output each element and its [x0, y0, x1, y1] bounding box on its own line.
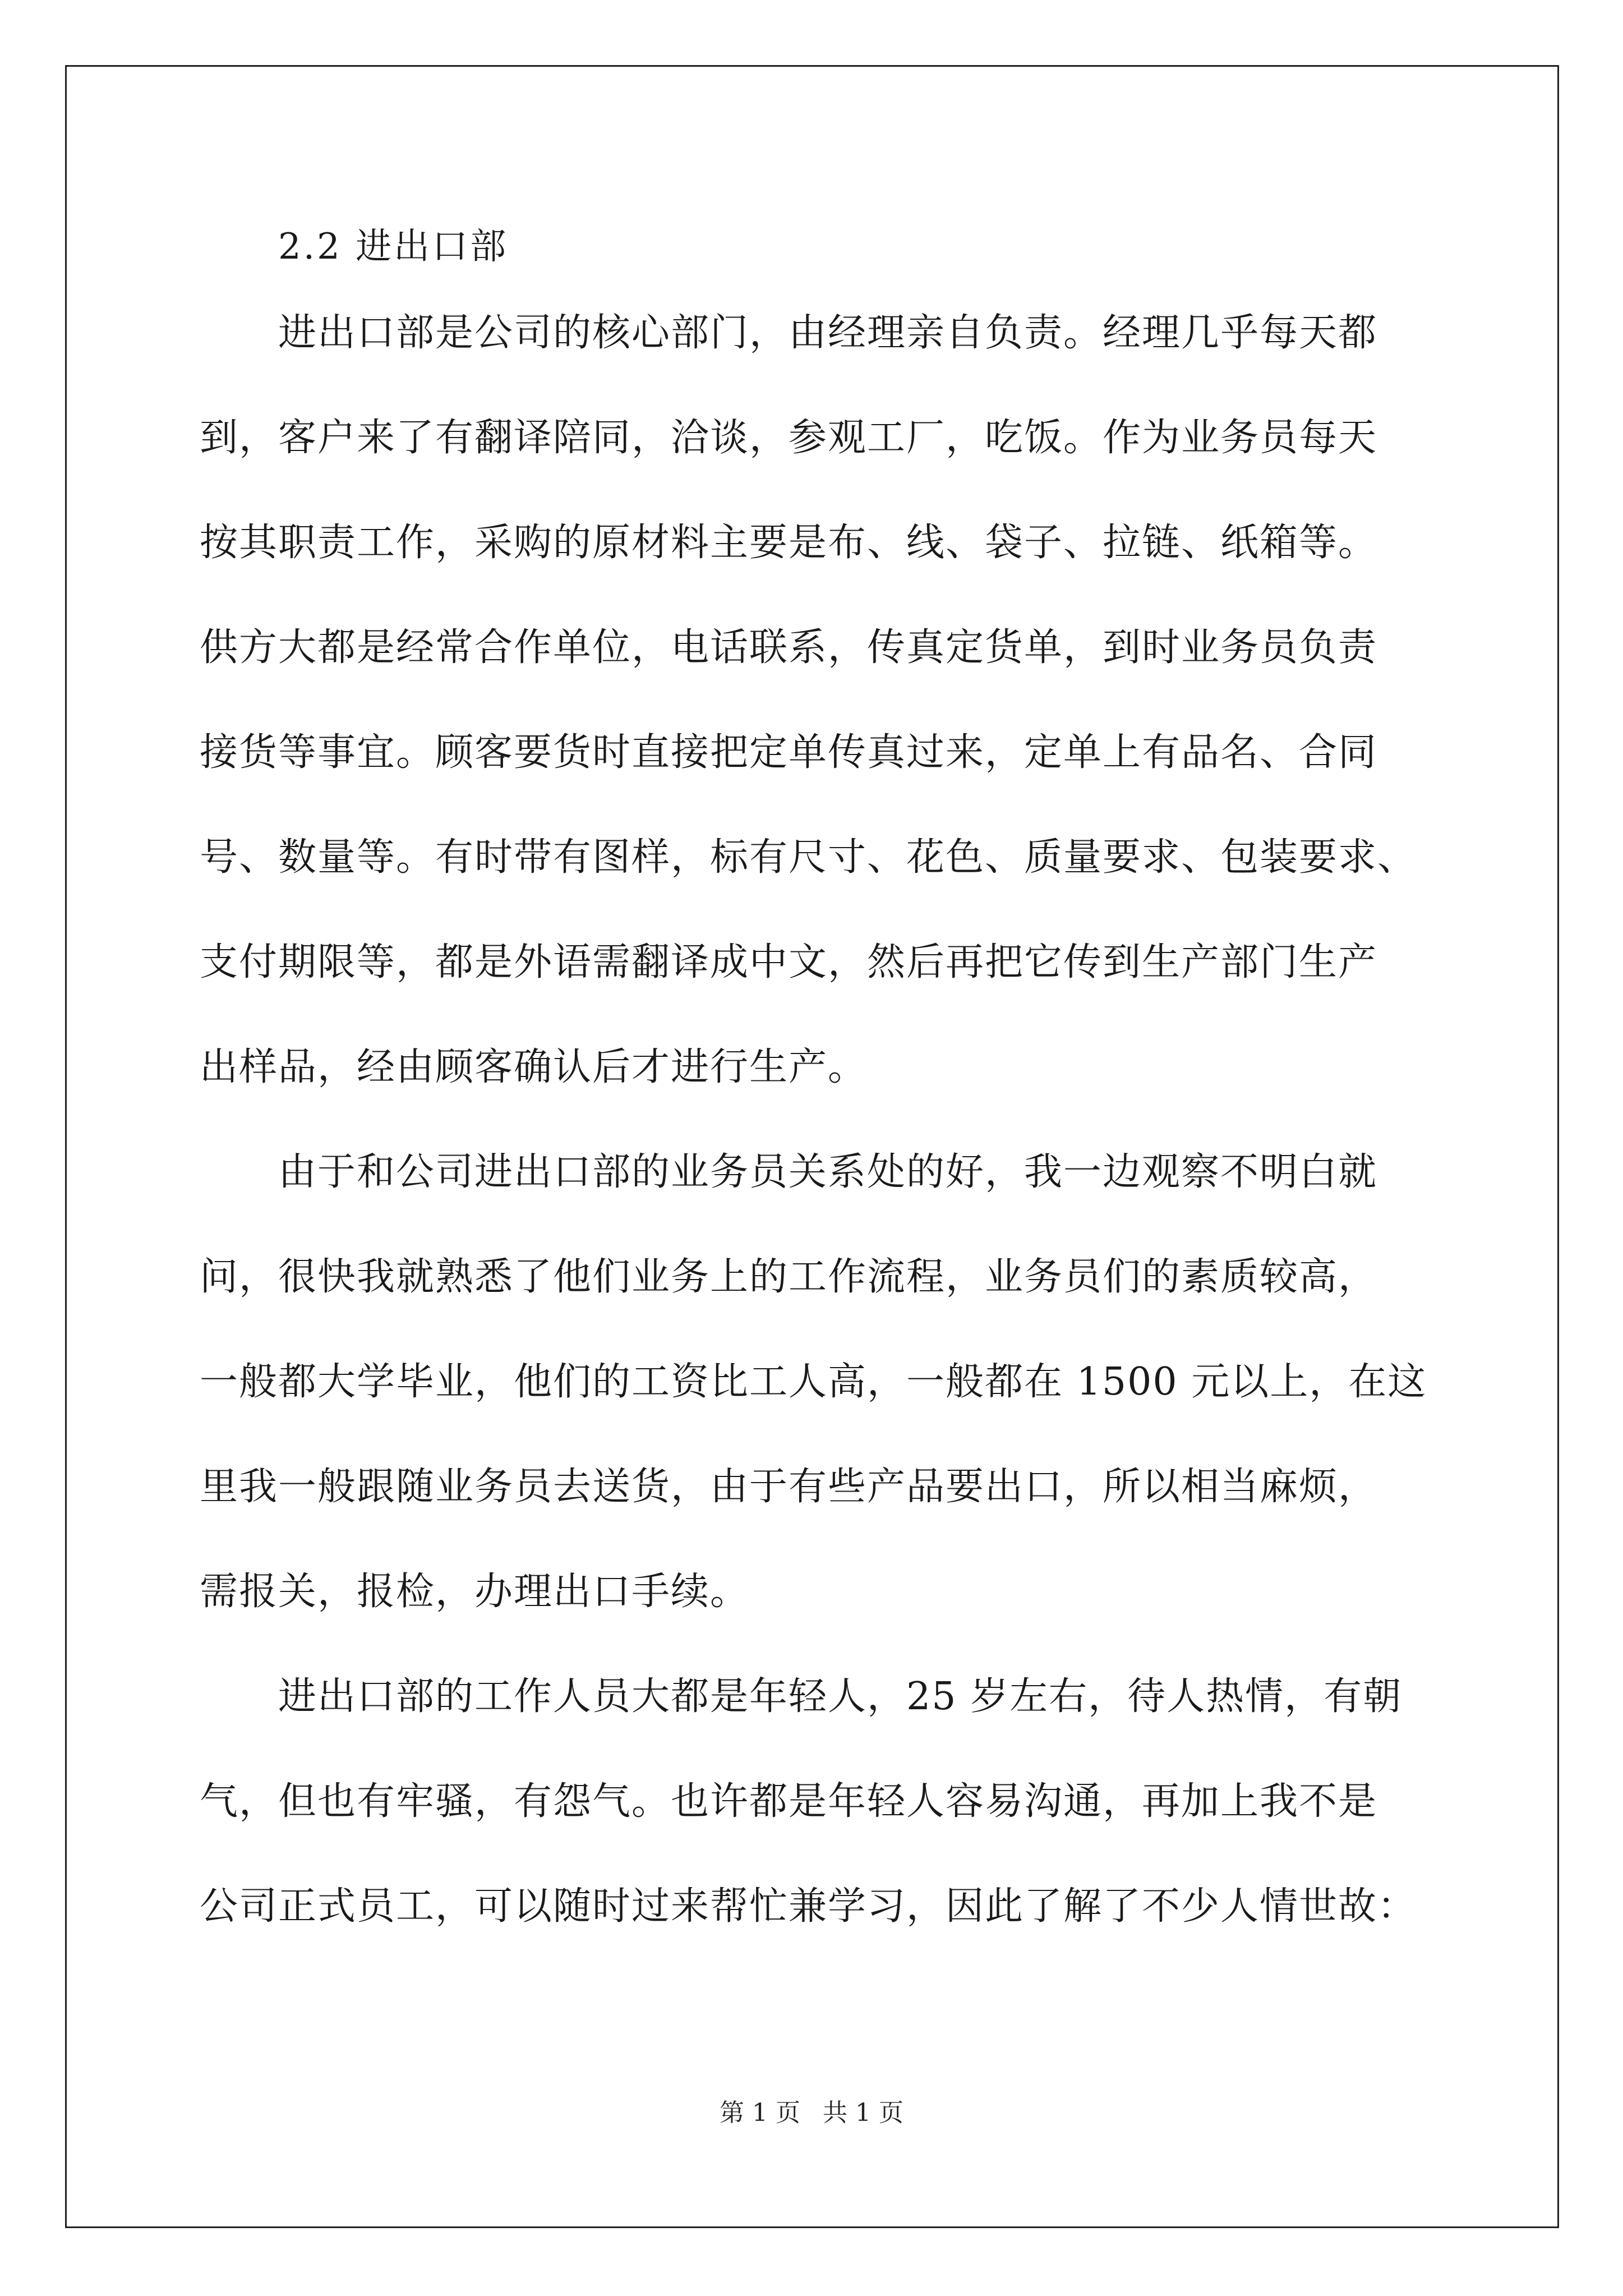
text-line: 号、数量等。有时带有图样，标有尺寸、花色、质量要求、包装要求、 [200, 835, 1417, 880]
paragraph-lines [200, 280, 1450, 1959]
page-footer [0, 2092, 1623, 2128]
text-line: 气，但也有牢骚，有怨气。也许都是年轻人容易沟通，再加上我不是 [200, 1779, 1378, 1824]
text-line: 里我一般跟随业务员去送货，由于有些产品要出口，所以相当麻烦， [200, 1465, 1378, 1509]
text-line: 供方大都是经常合作单位，电话联系，传真定货单，到时业务员负责 [200, 625, 1378, 670]
text-line: 接货等事宜。顾客要货时直接把定单传真过来，定单上有品名、合同 [200, 730, 1378, 775]
page-total: 共 1 页 [823, 2099, 903, 2127]
text-line: 由于和公司进出口部的业务员关系处的好，我一边观察不明白就 [200, 1150, 1378, 1194]
text-line: 支付期限等，都是外语需翻译成中文，然后再把它传到生产部门生产 [200, 940, 1378, 984]
text-line: 需报关，报检，办理出口手续。 [200, 1570, 750, 1614]
text-line: 到，客户来了有翻译陪同，洽谈，参观工厂，吃饭。作为业务员每天 [200, 416, 1378, 460]
text-line: 进出口部是公司的核心部门，由经理亲自负责。经理几乎每天都 [200, 311, 1378, 355]
text-line: 问，很快我就熟悉了他们业务上的工作流程，业务员们的素质较高， [200, 1255, 1378, 1299]
text-line: 一般都大学毕业，他们的工资比工人高，一般都在 1500 元以上，在这 [200, 1360, 1427, 1404]
page-number: 第 1 页 [720, 2099, 800, 2127]
text-line: 出样品，经由顾客确认后才进行生产。 [200, 1045, 868, 1089]
text-line: 进出口部的工作人员大都是年轻人，25 岁左右，待人热情，有朝 [200, 1674, 1403, 1719]
document-body [200, 213, 1450, 1959]
text-line: 公司正式员工，可以随时过来帮忙兼学习，因此了解了不少人情世故： [200, 1884, 1417, 1929]
text-line: 按其职责工作，采购的原材料主要是布、线、袋子、拉链、纸箱等。 [200, 521, 1378, 565]
section-heading: 2.2 进出口部 [278, 226, 509, 268]
